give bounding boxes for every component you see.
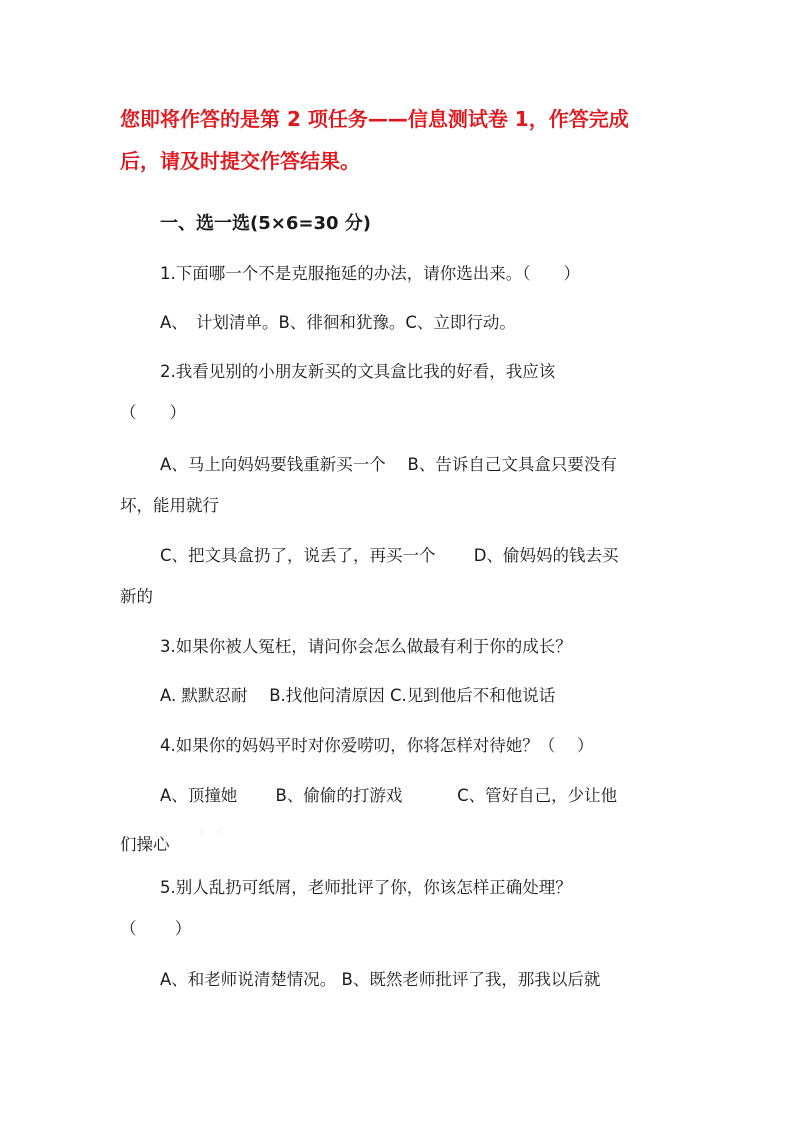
question-4-options-cont: 们操心 (120, 835, 170, 854)
question-5-answer-bracket: （ ） (120, 919, 192, 938)
question-3-stem: 3.如果你被人冤枉，请问你会怎么做最有利于你的成长？ (160, 637, 572, 656)
question-1-options: A、 计划清单。B、徘徊和犹豫。C、立即行动。 (160, 313, 516, 332)
task-notice-line-1: 您即将作答的是第 2 项任务——信息测试卷 1，作答完成 (120, 107, 629, 131)
question-4-stem: 4.如果你的妈妈平时对你爱唠叨，你将怎样对待她？（ ） (160, 736, 594, 755)
question-5-stem: 5.别人乱扔可纸屑，老师批评了你，你该怎样正确处理？ (160, 878, 572, 897)
task-notice-line-2: 后，请及时提交作答结果。 (120, 149, 360, 173)
task-notice (120, 98, 680, 182)
question-5-options: A、和老师说清楚情况。 B、既然老师批评了我，那我以后就 (160, 970, 601, 989)
question-2-options-line-2-cont: 新的 (120, 587, 153, 606)
question-2-stem: 2.我看见别的小朋友新买的文具盒比我的好看，我应该 (160, 362, 556, 381)
question-2-options-line-1-cont: 坏，能用就行 (120, 496, 219, 515)
scan-smudge-mark: · · (200, 828, 227, 838)
question-2-options-line-1: A、马上向妈妈要钱重新买一个 B、告诉自己文具盒只要没有 (160, 455, 617, 474)
question-3-options: A. 默默忍耐 B.找他问清原因 C.见到他后不和他说话 (160, 686, 556, 705)
question-2-answer-bracket: （ ） (120, 403, 186, 422)
question-2-options-line-2: C、把文具盒扔了，说丢了，再买一个 D、偷妈妈的钱去买 (160, 546, 619, 565)
section-title: 一、选一选(5×6=30 分) (160, 213, 371, 234)
question-4-options: A、顶撞她 B、偷偷的打游戏 C、管好自己，少让他 (160, 786, 618, 805)
question-1-stem: 1.下面哪一个不是克服拖延的办法，请你选出来。（ ） (160, 264, 580, 283)
